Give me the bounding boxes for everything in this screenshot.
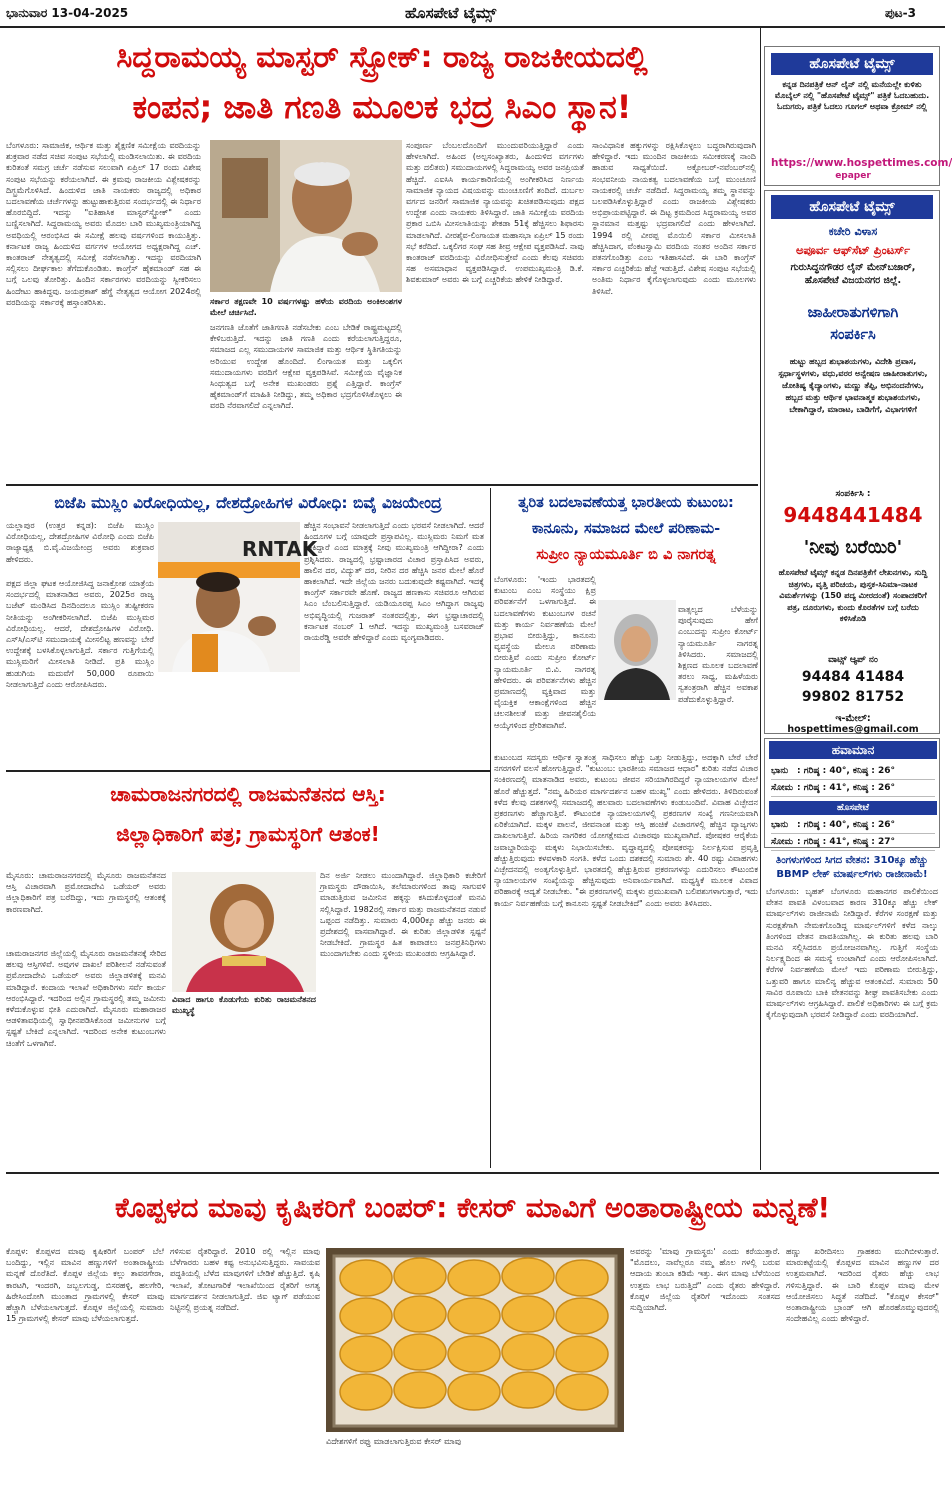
- mango-column-4: ಹಣ್ಣು ಖರೀದಿಸಲು ಗ್ರಾಹಕರು ಮುಗಿಬೀಳುತ್ತಾರೆ. ಮಾರುಕಟ್ಟೆಯಲ್ಲಿ ಕೊಪ್ಪಳದ ಮಾವಿನ ಹಣ್ಣುಗಳ ದರ ಉತ್ತಮವಾಗಿದೆ. ಇದರಿಂದ ರೈತರು ಹೆಚ್ಚು ಲಾಭ ಗಳಿಸುತ್ತಿದ್ದಾರೆ. ಈ ಬಾರಿ ಕೊಪ್ಪಳ ಮಾವು ಮೇಳ ಆಯೋಜಿಸಲು ಸಿದ್ಧತೆ ನಡೆದಿದೆ. "ಕೊಪ್ಪಳ ಕೇಸರ್" ಅಂತಾರಾಷ್ಟ್ರೀಯ ಬ್ರಾಂಡ್ ಆಗಿ ಹೊರಹೊಮ್ಮುವುದರಲ್ಲಿ ಸಂದೇಹವಿಲ್ಲ ಎಂದು ಹೇಳಿದ್ದಾರೆ.: [786, 1246, 939, 1324]
- lead-headline-line1: ಸಿದ್ದರಾಮಯ್ಯ ಮಾಸ್ಟರ್ ಸ್ಟ್ರೋಕ್: ರಾಜ್ಯ ರಾಜಕೀಯದಲ್ಲಿ: [116, 40, 648, 75]
- promo-title: ಹೊಸಪೇಟೆ ಟೈಮ್ಸ್: [771, 53, 933, 75]
- phone-1[interactable]: 94484 41484: [801, 669, 905, 685]
- weather-rows-bengaluru: [771, 763, 935, 797]
- office-box: [764, 190, 940, 734]
- weather-day: ಸೋಮ: [771, 783, 794, 793]
- bjp-column-2: ಹೆಚ್ಚಿನ ಸಂಭಾವನೆ ನೀಡಲಾಗುತ್ತಿದೆ ಎಂದು ಭರವಸೆ ನೀಡಲಾಗಿದೆ. ಆದರೆ ಹಿಂದೂಗಳ ಬಗ್ಗೆ ಯಾವುದೇ ಪ್ರಸ್ತಾಪವಿಲ್ಲ. ಮುಸ್ಲಿಮರು ನಿಮಗೆ ಮತ ಹಾಕಿದ್ದಾರೆ ಎಂದ ಮಾತ್ರಕ್ಕೆ ನೀವು ಮುಖ್ಯಮಂತ್ರಿ ಆಗಿದ್ದೀರಾ? ಎಂದು ಪ್ರಶ್ನಿಸಿದರು. ರಾಜ್ಯದಲ್ಲಿ ಭ್ರಷ್ಟಾಚಾರದ ವಿಚಾರ ಪ್ರಸ್ತಾಪಿಸಿದ ಅವರು, ಹಾಲಿನ ದರ, ವಿದ್ಯುತ್ ದರ, ನೀರಿನ ದರ ಹೆಚ್ಚಿಸಿ ಜನರ ಮೇಲೆ ಹೊರೆ ಹಾಕಲಾಗಿದೆ. ಇದೇ ಜಿಲ್ಲೆಯ ಜನರು ಬದುಕುವುದೇ ಕಷ್ಟವಾಗಿದೆ. ಇದಕ್ಕೆ ಕಾಂಗ್ರೆಸ್ ಸರ್ಕಾರವೇ ಹೊಣೆ. ರಾಜ್ಯದ ಹಣಕಾಸು ಸಚಿವರೂ ಆಗಿರುವ ಸಿಎಂ ಬೆಂಬಲಿಸುತ್ತಿದ್ದಾರೆ. ಯಡಿಯೂರಪ್ಪ ಸಿಎಂ ಆಗಿದ್ದಾಗ ರಾಜ್ಯವು ಅಭಿವೃದ್ಧಿಯಲ್ಲಿ ಗುಜರಾತ್ ನಂತರದಲ್ಲಿತ್ತು, ಈಗ ಭ್ರಷ್ಟಾಚಾರದಲ್ಲಿ ಕರ್ನಾಟಕ ನಂಬರ್ 1 ಆಗಿದೆ. ಇದನ್ನು ಮುಖ್ಯಮಂತ್ರಿ ಬಸವರಾಜ್ ರಾಯರೆಡ್ಡಿ ಅವರೇ ಹೇಳಿದ್ದಾರೆ ಎಂದು ವ್ಯಂಗ್ಯವಾಡಿದರು.: [304, 520, 484, 643]
- weather-values: : ಗರಿಷ್ಠ : 41°, ಕನಿಷ್ಠ : 27°: [797, 837, 895, 847]
- masthead-rule: [0, 26, 945, 28]
- weather-rows-hospet: [771, 817, 935, 851]
- vijayendra-portrait-icon: [158, 522, 318, 672]
- bjp-headline: ಬಿಜೆಪಿ ಮುಸ್ಲಿಂ ವಿರೋಧಿಯಲ್ಲ, ದೇಶದ್ರೋಹಿಗಳ ವಿರೋಧಿ: ಬಿವೈ ವಿಜಯೇಂದ್ರ: [54, 494, 442, 512]
- court-headline-line1: ತ್ವರಿತ ಬದಲಾವಣೆಯತ್ತ ಭಾರತೀಯ ಕುಟುಂಬ:: [518, 495, 734, 511]
- lead-column-1: ಬೆಂಗಳೂರು: ಸಾಮಾಜಿಕ, ಆರ್ಥಿಕ ಮತ್ತು ಶೈಕ್ಷಣಿಕ ಸಮೀಕ್ಷೆಯ ವರದಿಯನ್ನು ಶುಕ್ರವಾರ ನಡೆದ ಸಚಿವ ಸಂಪುಟ ಸಭೆಯಲ್ಲಿ ಮಂಡಿಸಲಾಯಿತು. ಈ ವರದಿಯ ಕುರಿತಂತೆ ಸಮಗ್ರ ಚರ್ಚೆ ನಡೆಸುವ ಸಲುವಾಗಿ ಏಪ್ರಿಲ್ 17 ರಂದು ವಿಶೇಷ ಸಂಪುಟ ಸಭೆಯನ್ನು ಕರೆಯಲಾಗಿದೆ. ಈ ಕ್ರಮವು ರಾಜಕೀಯ ವಿಶ್ಲೇಷಕರನ್ನು ದಿಗ್ಭ್ರಮೆಗೊಳಿಸಿದೆ. ಹಿಂದುಳಿದ ಜಾತಿ ನಾಯಕರು ರಾಜ್ಯದಲ್ಲಿ ಅಧಿಕಾರ ಬದಲಾವಣೆಯ ಚರ್ಚೆಗಳನ್ನು ಹುಟ್ಟುಹಾಕುತ್ತಿರುವ ಸಂದರ್ಭದಲ್ಲಿ ಈ ನಿರ್ಧಾರ ಹೊರಬಿದ್ದಿದೆ. ಇದನ್ನು "ಐತಿಹಾಸಿಕ ಮಾಸ್ಟರ್‌ಸ್ಟ್ರೋಕ್" ಎಂದು ಬಣ್ಣಿಸಲಾಗಿದೆ. ಸಿದ್ದರಾಮಯ್ಯ ಅವರು ಮೊದಲ ಬಾರಿ ಮುಖ್ಯಮಂತ್ರಿಯಾಗಿದ್ದ ಅವಧಿಯಲ್ಲಿ ಆರಂಭಿಸಿದ ಈ ಸಮೀಕ್ಷೆ ಹಲವು ವರ್ಷಗಳಿಂದ ಕಾಯುತ್ತಿತ್ತು. ಕರ್ನಾಟಕ ರಾಜ್ಯ ಹಿಂದುಳಿದ ವರ್ಗಗಳ ಆಯೋಗದ ಅಧ್ಯಕ್ಷರಾಗಿದ್ದ ಎಚ್. ಕಾಂತರಾಜ್ ನೇತೃತ್ವದಲ್ಲಿ ಸಮೀಕ್ಷೆ ನಡೆಸಲಾಗಿತ್ತು. ಇದನ್ನು ವರದಿಯಾಗಿ ಸಲ್ಲಿಸಲು ದೀರ್ಘಕಾಲ ತೆಗೆದುಕೊಂಡಿತು. ಕಾಂಗ್ರೆಸ್ ಹೈಕಮಾಂಡ್ ಸಹ ಈ ಬಗ್ಗೆ ಒಲವು ತೋರಿತ್ತು. ಹಿಂದಿನ ಸರ್ಕಾರಗಳು ವರದಿಯನ್ನು ಸ್ವೀಕರಿಸಲು ಹಿಂದೇಟು ಹಾಕಿದ್ದವು. ಜಯಪ್ರಕಾಶ್ ಹೆಗ್ಡೆ ನೇತೃತ್ವದ ಆಯೋಗ 2024ರಲ್ಲಿ ವರದಿಯನ್ನು ಸರ್ಕಾರಕ್ಕೆ ಹಸ್ತಾಂತರಿಸಿತು.: [6, 140, 201, 307]
- lead-photo: [210, 140, 402, 292]
- promo-url[interactable]: https://www.hospettimes.com/: [771, 157, 952, 169]
- palace-top-rule: [6, 770, 490, 772]
- weather-city-hospet: ಹೊಸಪೇಟೆ: [769, 801, 937, 815]
- bjp-photo: [158, 522, 318, 672]
- weather-day: ಭಾನು: [771, 766, 789, 776]
- court-photo: [598, 600, 676, 700]
- palace-headline-line1: ಚಾಮರಾಜನಗರದಲ್ಲಿ ರಾಜಮನೆತನದ ಆಸ್ತಿ:: [110, 782, 386, 806]
- issue-date: ಭಾನುವಾರ 13-04-2025: [6, 6, 129, 20]
- weather-row: [771, 780, 935, 797]
- svg-text:RNTAK: RNTAK: [242, 537, 318, 561]
- palace-headline-line2: ಜಿಲ್ಲಾಧಿಕಾರಿಗೆ ಪತ್ರ; ಗ್ರಾಮಸ್ಥರಿಗೆ ಆತಂಕ!: [116, 822, 380, 846]
- promo-url-suffix[interactable]: epaper: [835, 171, 871, 181]
- lead-headline-line2: ಕಂಪನ; ಜಾತಿ ಗಣತಿ ಮೂಲಕ ಭದ್ರ ಸಿಎಂ ಸ್ಥಾನ!: [132, 88, 632, 126]
- palace-photo: [172, 872, 316, 992]
- lead-column-4: ಸಾಂವಿಧಾನಿಕ ಹಕ್ಕುಗಳನ್ನು ರಕ್ಷಿಸಿಕೊಳ್ಳಲು ಬದ್ಧರಾಗಿರುವುದಾಗಿ ಹೇಳಿದ್ದಾರೆ. ಇದು ಮುಂದಿನ ರಾಜಕೀಯ ಸಮೀಕರಣಕ್ಕೆ ನಾಂದಿ ಹಾಡುವ ಸಾಧ್ಯತೆಯಿದೆ. ಅಕ್ಟೋಬರ್-ನವೆಂಬರ್‌ನಲ್ಲಿ ಸಂಭವನೀಯ ನಾಯಕತ್ವ ಬದಲಾವಣೆಯ ಬಗ್ಗೆ ಮುಂಚೂಣಿ ನಾಯಕರಲ್ಲಿ ಚರ್ಚೆ ನಡೆದಿದೆ. ಸಿದ್ದರಾಮಯ್ಯ ತಮ್ಮ ಸ್ಥಾನವನ್ನು ಬಲಪಡಿಸಿಕೊಳ್ಳುತ್ತಿದ್ದಾರೆ ಎಂದು ರಾಜಕೀಯ ವಿಶ್ಲೇಷಕರು ಅಭಿಪ್ರಾಯಪಟ್ಟಿದ್ದಾರೆ. ಈ ದಿಟ್ಟ ಕ್ರಮದಿಂದ ಸಿದ್ದರಾಮಯ್ಯ ಅವರ ಸ್ಥಾನಮಾನ ಮತ್ತಷ್ಟು ಭದ್ರವಾಗಲಿದೆ ಎಂದು ಹೇಳಲಾಗಿದೆ. 1994 ರಲ್ಲಿ ವೀರಪ್ಪ ಮೊಯಿಲಿ ಸರ್ಕಾರ ಮೀಸಲಾತಿ ಹೆಚ್ಚಿಸಿದಾಗ, ವೆಂಕಟಸ್ವಾಮಿ ವರದಿಯ ನಂತರ ಅಂದಿನ ಸರ್ಕಾರ ಪತನಗೊಂಡಿತ್ತು ಎಂಬ ಇತಿಹಾಸವಿದೆ. ಈ ಬಾರಿ ಕಾಂಗ್ರೆಸ್ ಸರ್ಕಾರ ಎಚ್ಚರಿಕೆಯ ಹೆಜ್ಜೆ ಇಡುತ್ತಿದೆ. ವಿಶೇಷ ಸಂಪುಟ ಸಭೆಯಲ್ಲಿ ಅಂತಿಮ ನಿರ್ಧಾರ ಕೈಗೊಳ್ಳಲಾಗುವುದು ಎಂದು ಮೂಲಗಳು ತಿಳಿಸಿವೆ.: [592, 140, 756, 296]
- mango-caption: ವಿದೇಶಗಳಿಗೆ ರಫ್ತು ಮಾಡಲಾಗುತ್ತಿರುವ ಕೇಸರ್ ಮಾವು: [326, 1436, 462, 1446]
- masthead-title: ಹೊಸಪೇಟೆ ಟೈಮ್ಸ್: [405, 4, 497, 22]
- weather-values: : ಗರಿಷ್ಠ : 40°, ಕನಿಷ್ಠ : 26°: [797, 820, 895, 830]
- weather-box: [764, 738, 940, 848]
- email[interactable]: ಇ-ಮೇಲ್: hospettimes@gmail.com: [787, 713, 919, 735]
- mango-column-3: ಅವರನ್ನು 'ಮಾವು ಗ್ರಾಮಸ್ಥರು' ಎಂದು ಕರೆಯುತ್ತಾರೆ. "ಮೊದಲು, ನಾವೆಲ್ಲರೂ ನಮ್ಮ ಹೊಲ ಗಳಲ್ಲಿ ಬರುವ ಆದಾಯ ತುಂಬಾ ಕಡಿಮೆ ಇತ್ತು. ಈಗ ಮಾವು ಬೆಳೆಯಿಂದ ಉತ್ತಮ ಲಾಭ ಬರುತ್ತಿದೆ" ಎಂದು ರೈತರು ಹೇಳಿದ್ದಾರೆ. ಕೊಪ್ಪಳ ಜಿಲ್ಲೆಯ ರೈತರಿಗೆ ಇದೊಂದು ಸಂತಸದ ಸುದ್ದಿಯಾಗಿದೆ.: [630, 1246, 780, 1313]
- lead-bottom-rule: [6, 484, 758, 486]
- court-headline-line2: ಕಾನೂನು, ಸಮಾಜದ ಮೇಲೆ ಪರಿಣಾಮ-: [531, 521, 721, 537]
- phone-2[interactable]: 99802 81752: [801, 689, 905, 705]
- mango-headline: ಕೊಪ್ಪಳದ ಮಾವು ಕೃಷಿಕರಿಗೆ ಬಂಪರ್: ಕೇಸರ್ ಮಾವಿಗೆ ಅಂತಾರಾಷ್ಟ್ರೀಯ ಮನ್ನಣೆ!: [114, 1192, 831, 1224]
- ads-phone[interactable]: 9448441484: [783, 503, 923, 527]
- office-title: ಹೊಸಪೇಟೆ ಟೈಮ್ಸ್: [771, 195, 933, 219]
- masthead: [0, 0, 945, 26]
- mango-photo: [326, 1248, 624, 1432]
- pramoda-devi-portrait-icon: [172, 872, 316, 992]
- weather-row: [771, 763, 935, 780]
- palace-column-2: ದಿನ ಅರ್ಜಿ ನೀಡಲು ಮುಂದಾಗಿದ್ದಾರೆ. ಜಿಲ್ಲಾಧಿಕಾರಿ ಕಚೇರಿಗೆ ಗ್ರಾಮಸ್ಥರು ದೌಡಾಯಿಸಿ, ತಲೆಮಾರುಗಳಿಂದ ತಾವು ಸಾಗುವಳಿ ಮಾಡುತ್ತಿರುವ ಜಮೀನಿನ ಹಕ್ಕನ್ನು ಕಸಿದುಕೊಳ್ಳದಂತೆ ಮನವಿ ಸಲ್ಲಿಸಿದ್ದಾರೆ. 1982ರಲ್ಲಿ ಸರ್ಕಾರ ಮತ್ತು ರಾಜಮನೆತನದ ನಡುವೆ ಒಪ್ಪಂದ ನಡೆದಿತ್ತು. ಸುಮಾರು 4,000ಕ್ಕೂ ಹೆಚ್ಚು ಜನರು ಈ ಪ್ರದೇಶದಲ್ಲಿ ವಾಸವಾಗಿದ್ದಾರೆ. ಈ ಕುರಿತು ಜಿಲ್ಲಾಡಳಿತ ಸ್ಪಷ್ಟನೆ ನೀಡಬೇಕಿದೆ. ಗ್ರಾಮಸ್ಥರ ಹಿತ ಕಾಪಾಡಲು ಜನಪ್ರತಿನಿಧಿಗಳು ಮುಂದಾಗಬೇಕು ಎಂದು ಸ್ಥಳೀಯ ಮುಖಂಡರು ಆಗ್ರಹಿಸಿದ್ದಾರೆ.: [320, 870, 486, 959]
- weather-day: ಸೋಮ: [771, 837, 794, 847]
- palace-caption: ವಿವಾದ ಹಾಗೂ ಕೊಡುಗೆಯ ಕುರಿತು ರಾಜಮನೆತನದ ಮುಖ್ಯಸ್ಥೆ: [172, 994, 316, 1016]
- siddaramaiah-portrait-icon: [210, 140, 402, 292]
- bbmp-text: ಬೆಂಗಳೂರು: ಬೃಹತ್ ಬೆಂಗಳೂರು ಮಹಾನಗರ ಪಾಲಿಕೆಯಿಂದ ವೇತನ ಪಾವತಿ ವಿಳಂಬವಾದ ಕಾರಣ 310ಕ್ಕೂ ಹೆಚ್ಚು ಲೇಕ್ ಮಾರ್ಷಲ್‌ಗಳು ರಾಜೀನಾಮೆ ನೀಡಿದ್ದಾರೆ. ಕೆರೆಗಳ ಸಂರಕ್ಷಣೆ ಮತ್ತು ಸುರಕ್ಷತೆಗಾಗಿ ನೇಮಕಗೊಂಡಿದ್ದ ಮಾರ್ಷಲ್‌ಗಳಿಗೆ ಕಳೆದ ನಾಲ್ಕು ತಿಂಗಳಿಂದ ವೇತನ ಪಾವತಿಯಾಗಿಲ್ಲ. ಈ ಕುರಿತು ಹಲವು ಬಾರಿ ಮನವಿ ಸಲ್ಲಿಸಿದರೂ ಪ್ರಯೋಜನವಾಗಿಲ್ಲ. ಗುತ್ತಿಗೆ ಸಂಸ್ಥೆಯ ನಿರ್ಲಕ್ಷ್ಯದಿಂದ ಈ ಸಮಸ್ಯೆ ಉಂಟಾಗಿದೆ ಎಂದು ಆರೋಪಿಸಲಾಗಿದೆ. ಕೆರೆಗಳ ನಿರ್ವಹಣೆಯ ಮೇಲೆ ಇದು ಪರಿಣಾಮ ಬೀರುತ್ತಿದ್ದು, ಒತ್ತುವರಿ ಹಾಗೂ ಮಾಲಿನ್ಯ ಹೆಚ್ಚುವ ಆತಂಕವಿದೆ. ಸುಮಾರು 50 ಸಾವಿರ ರೂಪಾಯಿ ಬಾಕಿ ವೇತನವನ್ನು ಶೀಘ್ರ ಪಾವತಿಸಬೇಕು ಎಂದು ಮಾರ್ಷಲ್‌ಗಳು ಆಗ್ರಹಿಸಿದ್ದಾರೆ. ಪಾಲಿಕೆ ಅಧಿಕಾರಿಗಳು ಈ ಬಗ್ಗೆ ಕ್ರಮ ಕೈಗೊಳ್ಳುವುದಾಗಿ ಭರವಸೆ ನೀಡಿದ್ದಾರೆ ಎಂದು ವರದಿಯಾಗಿದೆ.: [766, 886, 938, 1020]
- bjp-column-1-bottom: ಪಕ್ಷದ ಜಿಲ್ಲಾ ಘಟಕ ಆಯೋಜಿಸಿದ್ದ ಜನಾಕ್ರೋಶ ಯಾತ್ರೆಯ ಸಂದರ್ಭದಲ್ಲಿ ಮಾತನಾಡಿದ ಅವರು, 2025ರ ರಾಜ್ಯ ಬಜೆಟ್ ಮಂಡಿಸಿದ ದಿನದಿಂದಲೂ ಮುಸ್ಲಿಂ ತುಷ್ಟೀಕರಣ ನೀತಿಯನ್ನು ಅಂಗೀಕರಿಸಲಾಗಿದೆ. ಬಿಜೆಪಿ ಮುಸ್ಲಿಮರ ವಿರೋಧಿಯಲ್ಲ. ಆದರೆ, ದೇಶದ್ರೋಹಿಗಳ ವಿರೋಧಿ. ಎಸ್‌ಸಿ/ಎಸ್‌ಟಿ ಸಮುದಾಯಕ್ಕೆ ಮೀಸಲಿಟ್ಟ ಹಣವನ್ನು ಬೇರೆ ಉದ್ದೇಶಕ್ಕೆ ಬಳಸಿಕೊಳ್ಳಲಾಗುತ್ತಿದೆ. ಸರ್ಕಾರ ಗುತ್ತಿಗೆಯಲ್ಲಿ ಮುಸ್ಲಿಮರಿಗೆ ಮೀಸಲಾತಿ ನೀಡಿದೆ. ಪ್ರತಿ ಮುಸ್ಲಿಂ ಹುಡುಗಿಯ ಮದುವೆಗೆ 50,000 ರೂಪಾಯಿ ನೀಡಲಾಗುತ್ತಿದೆ ಎಂದು ಆರೋಪಿಸಿದರು.: [6, 578, 154, 689]
- ads-contact-2: ಸಂಪರ್ಕಿಸಿ :: [835, 489, 871, 499]
- ads-contact: ಸಂಪರ್ಕಿಸಿ: [830, 327, 876, 343]
- palace-column-1-bottom: ಚಾಮರಾಜನಗರ ಜಿಲ್ಲೆಯಲ್ಲಿ ಮೈಸೂರು ರಾಜಮನೆತನಕ್ಕೆ ಸೇರಿದ ಹಲವು ಆಸ್ತಿಗಳಿವೆ. ಅವುಗಳ ದಾಖಲೆ ಪರಿಶೀಲನೆ ನಡೆಸುವಂತೆ ಪ್ರಮೋದಾದೇವಿ ಒಡೆಯರ್ ಅವರು ಜಿಲ್ಲಾಡಳಿತಕ್ಕೆ ಮನವಿ ಮಾಡಿದ್ದಾರೆ. ಕಂದಾಯ ಇಲಾಖೆ ಅಧಿಕಾರಿಗಳು ಸರ್ವೆ ಕಾರ್ಯ ಆರಂಭಿಸಿದ್ದಾರೆ. ಇದರಿಂದ ಅಲ್ಲಿನ ಗ್ರಾಮಸ್ಥರಲ್ಲಿ ತಮ್ಮ ಜಮೀನು ಕಳೆದುಕೊಳ್ಳುವ ಭೀತಿ ಎದುರಾಗಿದೆ. ಮೈಸೂರು ಮಹಾರಾಜರ ಆಡಳಿತಾವಧಿಯಲ್ಲಿ ಸ್ವಾಧೀನಪಡಿಸಿಕೊಂಡ ಜಮೀನುಗಳ ಬಗ್ಗೆ ಸ್ಪಷ್ಟತೆ ಬೇಕಿದೆ ಎನ್ನಲಾಗಿದೆ. ಇದರಿಂದ ಅನೇಕ ಕುಟುಂಬಗಳು ಚಿಂತೆಗೆ ಒಳಗಾಗಿವೆ.: [6, 948, 166, 1048]
- bbmp-headline: ತಿಂಗಳುಗಳಿಂದ ಸಿಗದ ವೇತನ: 310ಕ್ಕೂ ಹೆಚ್ಚು BBMP ಲೇಕ್ ಮಾರ್ಷಲ್‌ಗಳು ರಾಜೀನಾಮೆ!: [775, 855, 929, 880]
- office-address: ಗುರುಸಿದ್ಧನಗೌಡರ ಲೈನ್ ಮೇನ್‌ಬಜಾರ್, ಹೊಸಪೇಟೆ ವಿಜಯನಗರ ಜಿಲ್ಲೆ.: [790, 262, 916, 286]
- bjp-court-divider: [490, 488, 491, 1168]
- bjp-column-1-top: ಯಲ್ಲಾಪುರ (ಉತ್ತರ ಕನ್ನಡ): ಬಿಜೆಪಿ ಮುಸ್ಲಿಂ ವಿರೋಧಿಯಲ್ಲ, ದೇಶದ್ರೋಹಿಗಳ ವಿರೋಧಿ ಎಂದು ಬಿಜೆಪಿ ರಾಜ್ಯಾಧ್ಯಕ್ಷ ಬಿ.ವೈ.ವಿಜಯೇಂದ್ರ ಅವರು ಶುಕ್ರವಾರ ಹೇಳಿದರು.: [6, 520, 154, 564]
- ads-list: ಹುಟ್ಟು ಹಬ್ಬದ ಶುಭಾಶಯಗಳು, ವಿದೇಶಿ ಪ್ರವಾಸ, ಸ್ಪರ್ಧಾಸ್ಥಳಗಳು, ವಧು,ವರರ ಅನ್ವೇಷಣ ಜಾಹೀರಾತುಗಳು, ಜೋತಿಷ್ಯ ಕೈದ್ಯಾಂಗಳು, ಮಣ್ಣು ತೆಪ್ಪಿ, ಅಭಿನಂದನೆಗಳು, ಹಬ್ಬದ ಮತ್ತು ಆರ್ಥಿಕ ಭಾವನಾತ್ಮಕ ಶುಭಾಶಯಗಳು, ಬೇಕಾಗಿದ್ದಾರೆ, ಮಾರಾಟ, ಬಾಡಿಗೆಗೆ, ವಿಭಾಗಗಳಿಗೆ: [778, 356, 928, 414]
- lead-column-2: ಜನಗಣತಿ ಜೊತೆಗೆ ಜಾತಿಗಣತಿ ನಡೆಸಬೇಕು ಎಂಬ ಬೇಡಿಕೆ ರಾಷ್ಟ್ರಮಟ್ಟದಲ್ಲಿ ಕೇಳಿಬರುತ್ತಿದೆ. ಇದನ್ನು ಜಾತಿ ಗಣತಿ ಎಂದು ಕರೆಯಲಾಗುತ್ತಿದ್ದರೂ, ಸಮಾಜದ ಎಲ್ಲ ಸಮುದಾಯಗಳ ಸಾಮಾಜಿಕ ಮತ್ತು ಆರ್ಥಿಕ ಸ್ಥಿತಿಗತಿಯನ್ನು ಅರಿಯುವ ಉದ್ದೇಶ ಹೊಂದಿದೆ. ಲಿಂಗಾಯತ ಮತ್ತು ಒಕ್ಕಲಿಗ ಸಮುದಾಯಗಳು ವರದಿಗೆ ಆಕ್ಷೇಪ ವ್ಯಕ್ತಪಡಿಸಿವೆ. ಸಮೀಕ್ಷೆಯ ವೈಜ್ಞಾನಿಕ ಸಿಂಧುತ್ವದ ಬಗ್ಗೆ ಅನೇಕ ಮುಖಂಡರು ಪ್ರಶ್ನೆ ಎತ್ತಿದ್ದಾರೆ. ಕಾಂಗ್ರೆಸ್ ಹೈಕಮಾಂಡ್‌ಗೆ ಮಾಹಿತಿ ನೀಡಿದ್ದು, ತಮ್ಮ ಅಧಿಕಾರ ಭದ್ರಗೊಳಿಸಿಕೊಳ್ಳಲು ಈ ವರದಿ ನೆರವಾಗಲಿದೆ ಎನ್ನಲಾಗಿದೆ.: [210, 322, 402, 411]
- mango-column-2: ಗಳಿಸುವ ರೈತರಿದ್ದಾರೆ. 2010 ರಲ್ಲಿ ಇಲ್ಲಿನ ಮಾವು ಬೆಳೆಗಾರರು ಬಹಳ ಕಷ್ಟ ಅನುಭವಿಸುತ್ತಿದ್ದರು. ಸಾವಯವ ಪದ್ಧತಿಯಲ್ಲಿ ಬೆಳೆದ ಮಾವುಗಳಿಗೆ ಬೇಡಿಕೆ ಹೆಚ್ಚುತ್ತಿದೆ. ಕೃಷಿ ಇಲಾಖೆ, ತೋಟಗಾರಿಕೆ ಇಲಾಖೆಯಿಂದ ರೈತರಿಗೆ ಅಗತ್ಯ ಮಾರ್ಗದರ್ಶನ ನೀಡಲಾಗುತ್ತಿದೆ. ಜಿಐ ಟ್ಯಾಗ್ ಪಡೆಯುವ ನಿಟ್ಟಿನಲ್ಲಿ ಪ್ರಯತ್ನ ನಡೆದಿದೆ.: [170, 1246, 320, 1313]
- ads-title: ಜಾಹೀರಾತುಗಳಿಗಾಗಿ: [807, 305, 899, 321]
- nagarathna-portrait-icon: [598, 600, 676, 700]
- mango-top-rule: [6, 1172, 939, 1174]
- mango-crate-icon: [326, 1248, 624, 1432]
- whatsapp-label: ವಾಟ್ಸ್ ಆ್ಯಪ್ ನಂ: [828, 655, 878, 665]
- promo-box: [764, 46, 952, 186]
- weather-row: [771, 817, 935, 834]
- page-number: ಪುಟ-3: [885, 6, 916, 20]
- sidebar-divider: [760, 28, 761, 1170]
- promo-text: ಕನ್ನಡ ದಿನಪತ್ರಿಕೆ ಆನ್ ಲೈನ್ ನಲ್ಲಿ ಮನೆಯಲ್ಲೇ ಕುಳಿತು ಮೊಬೈಲ್ ನಲ್ಲಿ "ಹೊಸಪೇಟೆ ಟೈಮ್ಸ್" ಪತ್ರಿಕೆ ಓದಬಹುದು. ಓದುಗರು, ಪತ್ರಿಕೆ ಓದಲು ಗೂಗಲ್ ಅಥವಾ ಕ್ರೋಮ್ ನಲ್ಲಿ: [774, 79, 930, 112]
- court-headline-line3: ಸುಪ್ರೀಂ ನ್ಯಾಯಮೂರ್ತಿ ಬಿ ವಿ ನಾಗರತ್ನ: [536, 547, 716, 563]
- weather-values: : ಗರಿಷ್ಠ : 41°, ಕನಿಷ್ಠ : 26°: [797, 783, 895, 793]
- court-body: ಕುಟುಂಬದ ಸದಸ್ಯರು ಆರ್ಥಿಕ ಸ್ವಾತಂತ್ರ್ಯ ಸಾಧಿಸಲು ಹೆಚ್ಚು ಒತ್ತು ನೀಡುತ್ತಿದ್ದು, ಅದಕ್ಕಾಗಿ ಬೇರೆ ಬೇರೆ ನಗರಗಳಿಗೆ ವಲಸೆ ಹೋಗುತ್ತಿದ್ದಾರೆ. "ಕುಟುಂಬ: ಭಾರತೀಯ ಸಮಾಜದ ಆಧಾರ" ಕುರಿತು ನಡೆದ ವಿಚಾರ ಸಂಕಿರಣದಲ್ಲಿ ಮಾತನಾಡಿದ ಅವರು, ಕುಟುಂಬ ಜೀವನ ಸರಿಯಾಗಿರದಿದ್ದರೆ ನ್ಯಾಯಾಲಯಗಳ ಮೇಲೆ ಹೊರೆ ಹೆಚ್ಚುತ್ತದೆ. "ನಮ್ಮ ಹಿರಿಯರ ಮಾರ್ಗದರ್ಶನ ಬಹಳ ಮುಖ್ಯ" ಎಂದು ಹೇಳಿದರು. ತಿಳಿದಿರುವಂತೆ ಕಳೆದ ಕೆಲವು ದಶಕಗಳಲ್ಲಿ ಸಮಾಜದಲ್ಲಿ ಹಲವಾರು ಬದಲಾವಣೆಗಳು ಕಂಡುಬಂದಿವೆ. ವಿವಾಹ ವಿಚ್ಛೇದನ ಪ್ರಕರಣಗಳು ಹೆಚ್ಚಾಗುತ್ತಿವೆ. ಕೌಟುಂಬಿಕ ನ್ಯಾಯಾಲಯಗಳಲ್ಲಿ ಪ್ರಕರಣಗಳ ಸಂಖ್ಯೆ ಗಣನೀಯವಾಗಿ ಏರಿಕೆಯಾಗಿದೆ. ಮಕ್ಕಳ ಪಾಲನೆ, ಜೀವನಾಂಶ ಮತ್ತು ಆಸ್ತಿ ಹಂಚಿಕೆ ವಿಚಾರಗಳಲ್ಲಿ ಹೆಚ್ಚಿನ ವ್ಯಾಜ್ಯಗಳು ದಾಖಲಾಗುತ್ತಿವೆ. ಹಿರಿಯ ನಾಗರಿಕರ ಯೋಗಕ್ಷೇಮದ ವಿಚಾರವೂ ಮುಖ್ಯವಾಗಿದೆ. ಪೋಷಕರ ಆರೈಕೆಯ ಜವಾಬ್ದಾರಿಯನ್ನು ಮಕ್ಕಳು ನಿಭಾಯಿಸಬೇಕು. ವೃದ್ಧಾಪ್ಯದಲ್ಲಿ ಪೋಷಕರನ್ನು ನಿರ್ಲಕ್ಷಿಸುವ ಪ್ರವೃತ್ತಿ ಹೆಚ್ಚುತ್ತಿರುವುದು ಕಳವಳಕಾರಿ ಸಂಗತಿ. ಕಳೆದ ಒಂದು ದಶಕದಲ್ಲಿ ಸುಮಾರು ಶೇ. 40 ರಷ್ಟು ವಿವಾಹಗಳು ವಿಚ್ಛೇದನದಲ್ಲಿ ಅಂತ್ಯಗೊಳ್ಳುತ್ತಿವೆ. ಭಾರತದಲ್ಲಿ ಹೆಚ್ಚುತ್ತಿರುವ ಪ್ರಕರಣಗಳನ್ನು ಎದುರಿಸಲು ಕೌಟುಂಬಿಕ ನ್ಯಾಯಾಲಯಗಳ ಸಂಖ್ಯೆಯನ್ನು ಹೆಚ್ಚಿಸುವುದು ಅನಿವಾರ್ಯವಾಗಿದೆ. ಮಧ್ಯಸ್ಥಿಕೆ ಮೂಲಕ ವಿವಾದ ಪರಿಹಾರಕ್ಕೆ ಆದ್ಯತೆ ನೀಡಬೇಕು. "ಈ ಪ್ರಕರಣಗಳಲ್ಲಿ ಮಕ್ಕಳು ಪ್ರಮುಖವಾಗಿ ಬಲಿಪಶುಗಳಾಗುತ್ತಾರೆ, ಇದು ಕಾರ್ಯ ನಿರ್ವಹಣೆಯ ಬಗ್ಗೆ ಕಾನೂನು ಸ್ಪಷ್ಟತೆ ನೀಡಬೇಕಿದೆ" ಎಂದು ಅವರು ತಿಳಿಸಿದರು.: [494, 752, 758, 908]
- court-text-right: ವಾತ್ಸಲ್ಯದ ಬೆಳೆಯನ್ನು ಪೂರೈಸುವುದು ಹೇಗೆ ಎಂಬುದನ್ನು ಸುಪ್ರೀಂ ಕೋರ್ಟ್ ನ್ಯಾಯಮೂರ್ತಿ ನಾಗರತ್ನ ತಿಳಿಸಿದರು. ಸಮಾಜದಲ್ಲಿ ಶಿಕ್ಷಣದ ಮೂಲಕ ಬದಲಾವಣೆ ತರಲು ಸಾಧ್ಯ, ಮಹಿಳೆಯರು ಸ್ವತಂತ್ರರಾಗಿ ಹೆಚ್ಚಿನ ಅವಕಾಶ ಪಡೆದುಕೊಳ್ಳುತ್ತಿದ್ದಾರೆ.: [678, 604, 758, 704]
- office-name: ಅಪೂರ್ವ ಆಫ್‌ಸೆಟ್ ಪ್ರಿಂಟರ್ಸ್: [795, 243, 911, 257]
- lead-caption: ಸರ್ಕಾರ ತಕ್ಷಣವೇ 10 ವರ್ಷಗಳಷ್ಟು ಹಳೆಯ ವರದಿಯ ಅಂಕಿಅಂಶಗಳ ಮೇಲೆ ಚರ್ಚಿಸಿದೆ.: [210, 296, 402, 318]
- weather-values: : ಗರಿಷ್ಠ : 40°, ಕನಿಷ್ಠ : 26°: [797, 766, 895, 776]
- mango-column-1: ಕೊಪ್ಪಳ: ಕೊಪ್ಪಳದ ಮಾವು ಕೃಷಿಕರಿಗೆ ಬಂಪರ್ ಬೆಲೆ ಬಂದಿದ್ದು, ಇಲ್ಲಿನ ಮಾವಿನ ಹಣ್ಣುಗಳಿಗೆ ಅಂತಾರಾಷ್ಟ್ರೀಯ ಮನ್ನಣೆ ದೊರೆತಿದೆ. ಕೊಪ್ಪಳ ಜಿಲ್ಲೆಯ ಕಲ್ಲು ತಾವರಗೇರಾ, ಕಾರಟಗಿ, ಇಂದರಗಿ, ಜಬ್ಬಲಗುಡ್ಡ, ಬಿಸರಹಳ್ಳಿ, ಹಲಗೇರಿ, ಹಿರೇಸಿಂದೋಗಿ ಮುಂತಾದ ಗ್ರಾಮಗಳಲ್ಲಿ ಕೇಸರ್ ಮಾವು ಹೆಚ್ಚಾಗಿ ಬೆಳೆಯಲಾಗುತ್ತದೆ. ಕೊಪ್ಪಳ ಜಿಲ್ಲೆಯಲ್ಲಿ ಸುಮಾರು 15 ಗ್ರಾಮಗಳಲ್ಲಿ ಕೇಸರ್ ಮಾವು ಬೆಳೆಯಲಾಗುತ್ತದೆ.: [6, 1246, 164, 1324]
- court-text-left: ಬೆಂಗಳೂರು: 'ಇಂದು ಭಾರತದಲ್ಲಿ ಕುಟುಂಬ ಎಂಬ ಸಂಸ್ಥೆಯು ಕ್ಷಿಪ್ರ ಪರಿವರ್ತನೆಗೆ ಒಳಗಾಗುತ್ತಿದೆ. ಈ ಬದಲಾವಣೆಗಳು ಕುಟುಂಬಗಳ ರಚನೆ ಮತ್ತು ಕಾರ್ಯ ನಿರ್ವಹಣೆಯ ಮೇಲೆ ಪ್ರಭಾವ ಬೀರುತ್ತಿದ್ದು, ಕಾನೂನು ವ್ಯವಸ್ಥೆಯ ಮೇಲೂ ಪರಿಣಾಮ ಬೀರುತ್ತಿವೆ ಎಂದು ಸುಪ್ರೀಂ ಕೋರ್ಟ್ ನ್ಯಾಯಮೂರ್ತಿ ಬಿ.ವಿ. ನಾಗರತ್ನ ಹೇಳಿದರು. ಈ ಪರಿವರ್ತನೆಗಳು ಹೆಚ್ಚಿನ ಪ್ರಮಾಣದಲ್ಲಿ ವ್ಯಕ್ತಿವಾದ ಮತ್ತು ವೈಯಕ್ತಿಕ ಆಕಾಂಕ್ಷೆಗಳಿಂದ ಹೆಚ್ಚಿನ ಚಲನಶೀಲತೆ ಮತ್ತು ಜೀವನಶೈಲಿಯ ಆಯ್ಕೆಗಳಿಂದ ಪ್ರೇರಿತವಾಗಿವೆ.: [494, 574, 596, 730]
- palace-column-1-top: ಮೈಸೂರು: ಚಾಮರಾಜನಗರದಲ್ಲಿ ಮೈಸೂರು ರಾಜಮನೆತನದ ಆಸ್ತಿ ವಿಚಾರವಾಗಿ ಪ್ರಮೋದಾದೇವಿ ಒಡೆಯರ್ ಅವರು ಜಿಲ್ಲಾಧಿಕಾರಿಗೆ ಪತ್ರ ಬರೆದಿದ್ದು, ಇದು ಗ್ರಾಮಸ್ಥರಲ್ಲಿ ಆತಂಕಕ್ಕೆ ಕಾರಣವಾಗಿದೆ.: [6, 870, 166, 914]
- weather-day: ಭಾನು: [771, 820, 789, 830]
- reader-text: ಹೊಸಪೇಟೆ ಟೈಮ್ಸ್ ಕನ್ನಡ ದಿನಪತ್ರಿಕೆಗೆ ಲೇಖನಗಳು, ಸುದ್ದಿ ಚಿತ್ರಗಳು, ವೃತ್ತಿ ಪರಿಚಯ, ಪುಸ್ತಕ-ಸಿನಿಮಾ-ನಾಟಕ ವಿಮರ್ಶೆಗಳನ್ನು (150 ಪದ್ಯ ಮೀರದಂತೆ) ಸಂಪಾದಕರಿಗೆ ಪತ್ರ, ದೂರುಗಳು, ಕುಂದು ಕೊರತೆಗಳ ಬಗ್ಗೆ ಬರೆದು ಕಳಿಸಿಕೊಡಿ: [778, 567, 928, 623]
- lead-column-3: ಸಂಪೂರ್ಣ ಬೆಂಬಲದೊಂದಿಗೆ ಮುಂದುವರಿಯುತ್ತಿದ್ದಾರೆ ಎಂದು ಹೇಳಲಾಗಿದೆ. ಅಹಿಂದ (ಅಲ್ಪಸಂಖ್ಯಾತರು, ಹಿಂದುಳಿದ ವರ್ಗಗಳು ಮತ್ತು ದಲಿತರು) ಸಮುದಾಯಗಳಲ್ಲಿ ಸಿದ್ದರಾಮಯ್ಯ ಅವರ ಜನಪ್ರಿಯತೆ ಹೆಚ್ಚಿದೆ. ಎಐಸಿಸಿ ಕಾರ್ಯಕಾರಿಣಿಯಲ್ಲಿ ಅಂಗೀಕರಿಸಿದ ನಿರ್ಣಯ ಸಾಮಾಜಿಕ ನ್ಯಾಯದ ವಿಷಯವನ್ನು ಮುಂಚೂಣಿಗೆ ತಂದಿದೆ. ದುರ್ಬಲ ವರ್ಗದ ಜನರಿಗೆ ಸಾಮಾಜಿಕ ನ್ಯಾಯವನ್ನು ಖಚಿತಪಡಿಸುವುದು ಪಕ್ಷದ ಉದ್ದೇಶ ಎಂದು ನಾಯಕರು ತಿಳಿಸಿದ್ದಾರೆ. ಜಾತಿ ಸಮೀಕ್ಷೆಯ ವರದಿಯ ಪ್ರಕಾರ ಒಬಿಸಿ ಮೀಸಲಾತಿಯನ್ನು ಶೇಕಡಾ 51ಕ್ಕೆ ಹೆಚ್ಚಿಸಲು ಶಿಫಾರಸು ಮಾಡಲಾಗಿದೆ. ವೀರಶೈವ-ಲಿಂಗಾಯತ ಮಹಾಸಭಾ ಏಪ್ರಿಲ್ 15 ರಂದು ಸಭೆ ಕರೆದಿದೆ. ಒಕ್ಕಲಿಗರ ಸಂಘ ಸಹ ತೀವ್ರ ಆಕ್ಷೇಪ ವ್ಯಕ್ತಪಡಿಸಿದೆ. ನಾವು ಕಾಂತರಾಜ್ ವರದಿಯನ್ನು ವಿರೋಧಿಸುತ್ತೇವೆ ಎಂದು ಕೆಲವು ಸಚಿವರು ಸಹ ಅಸಮಾಧಾನ ವ್ಯಕ್ತಪಡಿಸಿದ್ದಾರೆ. ಉಪಮುಖ್ಯಮಂತ್ರಿ ಡಿ.ಕೆ. ಶಿವಕುಮಾರ್ ಅವರು ಈ ಬಗ್ಗೆ ಎಚ್ಚರಿಕೆಯ ಹೇಳಿಕೆ ನೀಡಿದ್ದಾರೆ.: [406, 140, 584, 285]
- weather-title: ಹವಾಮಾನ: [769, 741, 937, 759]
- reader-title: 'ನೀವು ಬರೆಯಿರಿ': [803, 537, 903, 558]
- weather-row: [771, 834, 935, 851]
- office-label: ಕಚೇರಿ ವಿಳಾಸ: [828, 225, 878, 238]
